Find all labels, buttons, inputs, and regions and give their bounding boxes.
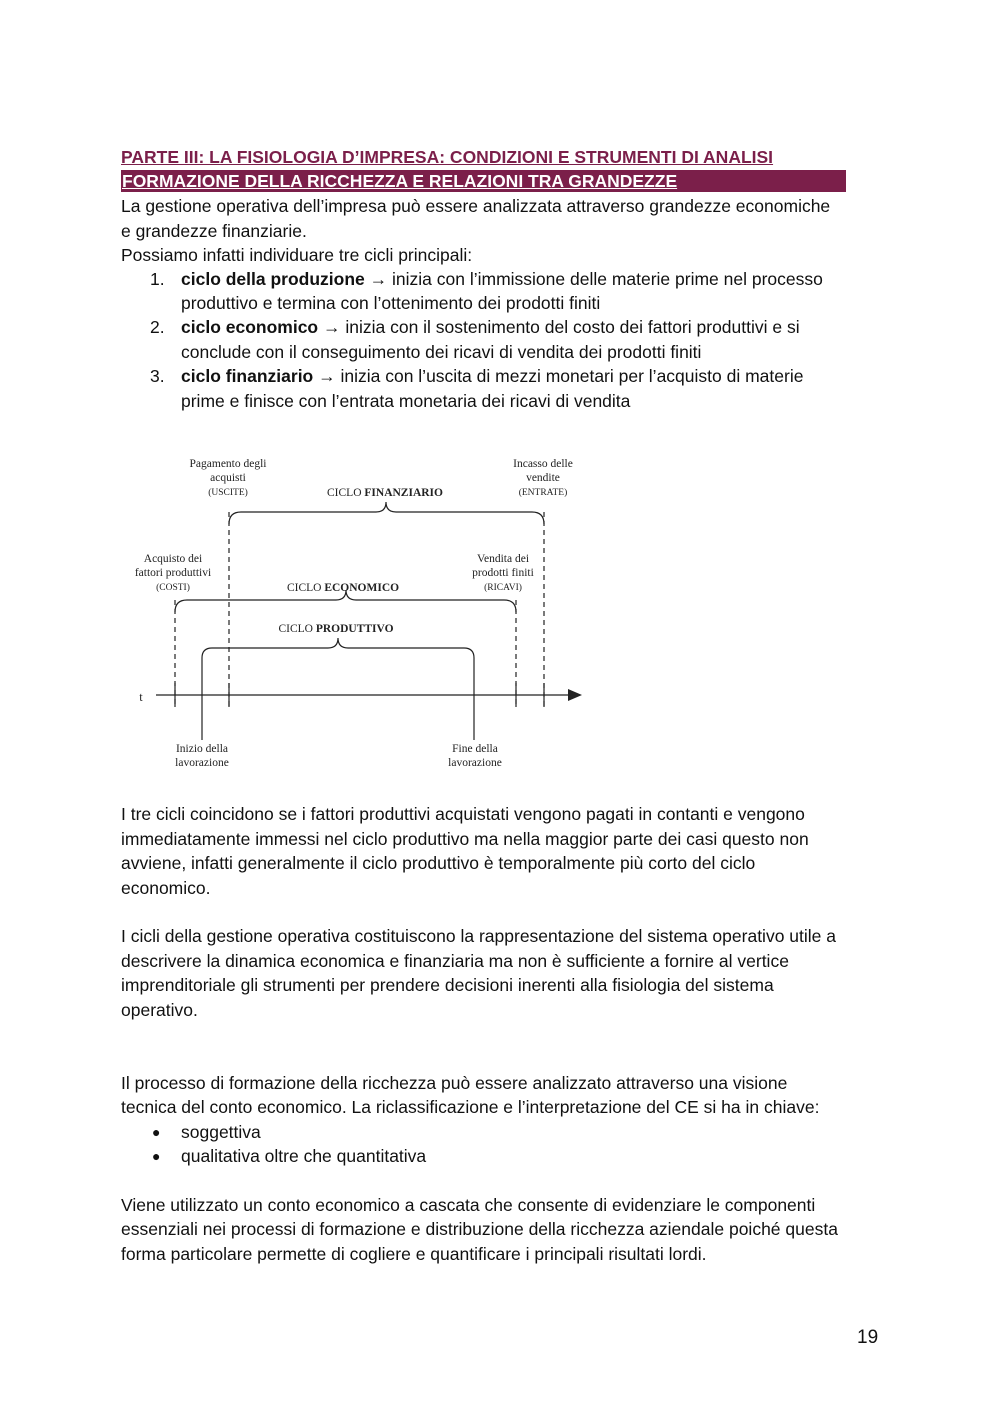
list-item-3-term: ciclo finanziario — [181, 366, 314, 386]
list-item-3-text: → inizia con l’uscita di mezzi monetari per l’acquisto di materie — [313, 366, 804, 386]
label-collection-line-3: (ENTRATE) — [518, 488, 568, 498]
intro-line-2: e grandezze finanziarie. — [121, 221, 307, 241]
list-item-3-line-2: prime e finisce con l’entrata monetaria dei ricavi di vendita — [181, 391, 631, 411]
bullet-item-2: qualitativa oltre che quantitativa — [181, 1146, 427, 1166]
list-number-1: 1. — [150, 269, 165, 289]
para4-line-2: essenziali nei processi di formazione e distribuzione della ricchezza aziendale poiché questa — [121, 1219, 838, 1239]
bullet-symbol-2: ● — [152, 1148, 161, 1164]
para2-line-4: operativo. — [121, 1000, 198, 1020]
para3-line-2: tecnica del conto economico. La riclassificazione e l’interpretazione del CE si ha in chiave: — [121, 1097, 820, 1117]
list-number-2: 2. — [150, 317, 165, 337]
para1-line-4: economico. — [121, 878, 211, 898]
label-time-axis: t — [139, 690, 143, 704]
list-item-2-term: ciclo economico — [181, 317, 319, 337]
label-economic-cycle — [287, 582, 399, 594]
label-sale-line-2: prodotti finiti — [472, 567, 534, 579]
label-collection-line-2: vendite — [526, 472, 560, 484]
label-end-line-1: Fine della — [452, 743, 498, 755]
para4-line-3: forma particolare permette di cogliere e quantificare i principali risultati lordi. — [121, 1244, 707, 1264]
para2-line-2: descrivere la dinamica economica e finanziaria ma non è sufficiente a fornire al vertice — [121, 951, 789, 971]
para3-line-1: Il processo di formazione della ricchezza può essere analizzato attraverso una visione — [121, 1073, 788, 1093]
label-economic-cycle-prefix: CICLO — [286, 582, 325, 594]
label-end-line-2: lavorazione — [448, 757, 502, 769]
label-start-line-2: lavorazione — [175, 757, 229, 769]
list-item-2-text: → inizia con il sostenimento del costo dei fattori produttivi e si — [318, 317, 800, 337]
list-item-1-line-2: produttivo e termina con l’ottenimento dei prodotti finiti — [181, 293, 601, 313]
section-heading: FORMAZIONE DELLA RICCHEZZA E RELAZIONI TRA GRANDEZZE — [121, 170, 846, 192]
list-number-3: 3. — [150, 366, 165, 386]
intro-line-3: Possiamo infatti individuare tre cicli principali: — [121, 245, 473, 265]
label-financial-cycle-prefix: CICLO — [327, 487, 365, 499]
para1-line-1: I tre cicli coincidono se i fattori produttivi acquistati vengono pagati in contanti e vengono — [121, 804, 805, 824]
label-purchase-line-2: fattori produttivi — [134, 567, 212, 579]
label-financial-cycle-name: FINANZIARIO — [364, 487, 443, 499]
label-financial-cycle — [327, 487, 443, 499]
label-payment-line-2: acquisti — [210, 472, 246, 484]
para1-line-2: immediatamente immessi nel ciclo produttivo ma nella maggior parte dei casi questo non — [121, 829, 809, 849]
label-payment-line-1: Pagamento degli — [189, 458, 267, 470]
label-production-cycle — [278, 623, 393, 635]
bullet-item-1: soggettiva — [181, 1122, 261, 1142]
list-item-1-text: → inizia con l’immissione delle materie prime nel processo — [364, 269, 823, 289]
list-item-1-term: ciclo della produzione — [181, 269, 365, 289]
bullet-symbol-1: ● — [152, 1124, 161, 1140]
label-purchase-line-3: (COSTI) — [156, 583, 190, 593]
label-production-cycle-prefix: CICLO — [278, 623, 316, 635]
label-payment-line-3: (USCITE) — [208, 488, 248, 498]
para4-line-1: Viene utilizzato un conto economico a cascata che consente di evidenziare le componenti — [121, 1195, 816, 1215]
label-economic-cycle-name: ECONOMICO — [324, 582, 400, 594]
para1-line-3: avviene, infatti generalmente il ciclo produttivo è temporalmente più corto del ciclo — [121, 853, 756, 873]
label-start-line-1: Inizio della — [175, 743, 229, 755]
label-sale-line-1: Vendita dei — [476, 553, 530, 565]
page-number: 19 — [857, 1327, 879, 1348]
para2-line-1: I cicli della gestione operativa costituiscono la rappresentazione del sistema operativo utile a — [121, 926, 836, 946]
label-sale-line-3: (RICAVI) — [484, 583, 522, 593]
intro-line-1: La gestione operativa dell’impresa può essere analizzata attraverso grandezze economiche — [121, 196, 831, 216]
part-heading: PARTE III: LA FISIOLOGIA D’IMPRESA: CONDIZIONI E STRUMENTI DI ANALISI — [121, 147, 774, 167]
label-production-cycle-name: PRODUTTIVO — [315, 623, 394, 635]
para2-line-3: imprenditoriale gli strumenti per prendere decisioni inerenti alla fisiologia del sistema — [121, 975, 774, 995]
label-purchase-line-1: Acquisto dei — [143, 553, 203, 565]
label-collection-line-1: Incasso delle — [513, 458, 573, 470]
list-item-2-line-2: conclude con il conseguimento dei ricavi di vendita dei prodotti finiti — [181, 342, 702, 362]
